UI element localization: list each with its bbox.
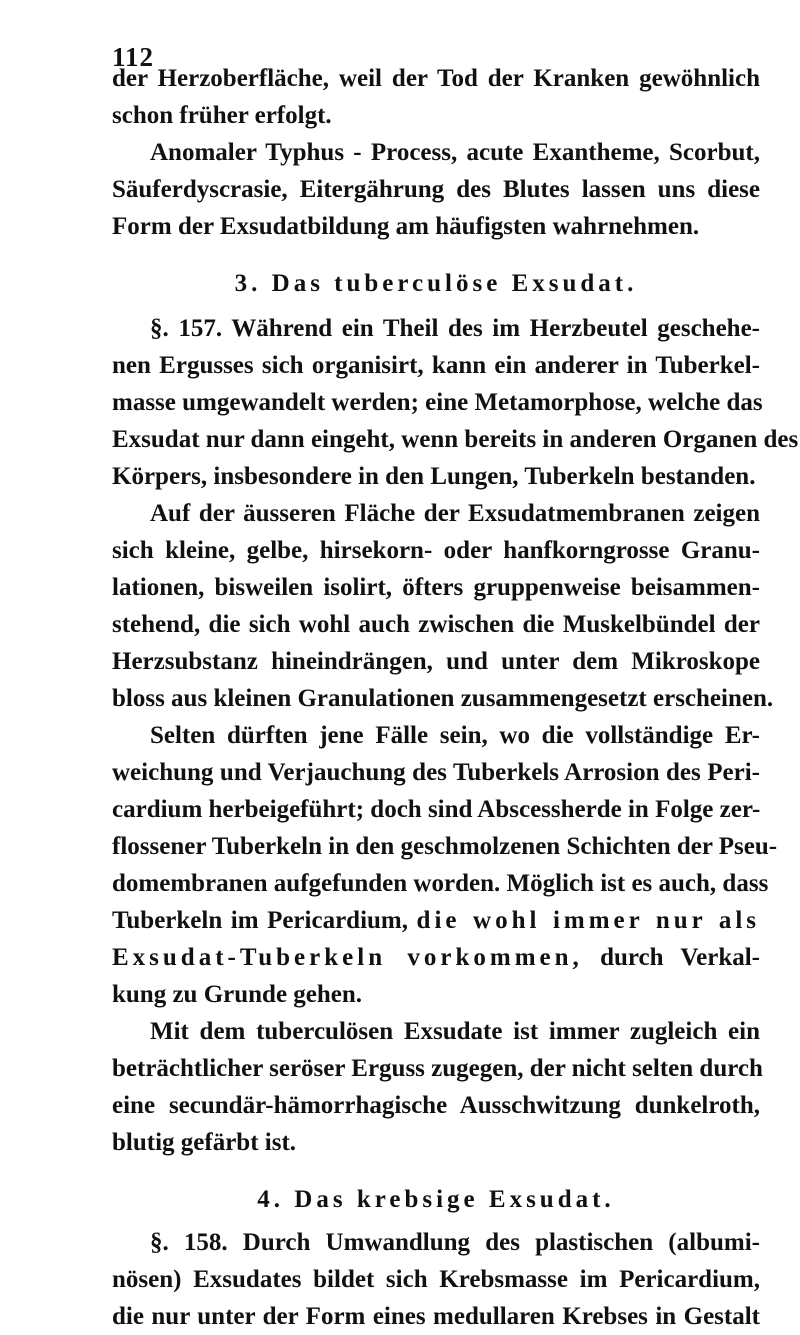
- text-line: Exsudat nur dann eingeht, wenn bereits in anderen Organen des: [112, 426, 799, 453]
- text-line: kung zu Grunde gehen.: [112, 981, 363, 1008]
- text-line: blutig gefärbt ist.: [112, 1129, 297, 1156]
- text-line: bloss aus kleinen Granulationen zusammengesetzt erscheinen.: [112, 685, 774, 712]
- text-line: flossener Tuberkeln in den geschmolzenen Schichten der Pseu-: [112, 833, 778, 860]
- text-segment: durch Verkal-: [600, 944, 760, 971]
- text-line: eine secundär-hämorrhagische Ausschwitzung dunkelroth,: [112, 1092, 760, 1119]
- text-line: Selten dürften jene Fälle sein, wo die vollständige Er-: [150, 722, 760, 749]
- text-line: Mit dem tuberculösen Exsudate ist immer zugleich ein: [150, 1018, 760, 1045]
- text-line: masse umgewandelt werden; eine Metamorphose, welche das: [112, 389, 763, 416]
- text-line: sich kleine, gelbe, hirsekorn- oder hanfkorngrosse Granu-: [112, 537, 760, 564]
- text-line: domembranen aufgefunden worden. Möglich ist es auch, dass: [112, 870, 769, 897]
- emphasized-text: die wohl immer nur als: [416, 907, 760, 934]
- text-line: stehend, die sich wohl auch zwischen die Muskelbündel der: [112, 611, 760, 638]
- text-line: [112, 939, 760, 976]
- text-line: cardium herbeigeführt; doch sind Abscessherde in Folge zer-: [112, 796, 761, 823]
- text-line: nen Ergusses sich organisirt, kann ein anderer in Tuberkel-: [112, 352, 760, 379]
- text-line: Form der Exsudatbildung am häufigsten wahrnehmen.: [112, 213, 700, 240]
- text-line: beträchtlicher seröser Erguss zugegen, der nicht selten durch: [112, 1055, 763, 1082]
- text-line: Körpers, insbesondere in den Lungen, Tuberkeln bestanden.: [112, 463, 756, 490]
- section-heading: 3. Das tuberculöse Exsudat.: [234, 270, 638, 297]
- emphasized-text: Exsudat-Tuberkeln vorkommen,: [112, 944, 583, 971]
- text-line: nösen) Exsudates bildet sich Krebsmasse im Pericardium,: [112, 1266, 760, 1293]
- text-line: Anomaler Typhus - Process, acute Exantheme, Scorbut,: [150, 139, 760, 166]
- text-line: die nur unter der Form eines medullaren Krebses in Gestalt: [112, 1303, 760, 1330]
- text-line: [112, 902, 760, 939]
- section-heading: 4. Das krebsige Exsudat.: [257, 1186, 615, 1213]
- text-line: Säuferdyscrasie, Eitergährung des Blutes lassen uns diese: [112, 176, 760, 203]
- text-line: §. 158. Durch Umwandlung des plastischen (albumi-: [150, 1229, 760, 1256]
- text-line: weichung und Verjauchung des Tuberkels Arrosion des Peri-: [112, 759, 760, 786]
- text-line: Herzsubstanz hineindrängen, und unter dem Mikroskope: [112, 648, 760, 675]
- page-number: 112: [112, 42, 155, 72]
- text-segment: Tuberkeln im Pericardium,: [112, 907, 408, 934]
- text-line: lationen, bisweilen isolirt, öfters gruppenweise beisammen-: [112, 574, 760, 601]
- text-line: schon früher erfolgt.: [112, 102, 332, 129]
- text-line: der Herzoberfläche, weil der Tod der Kranken gewöhnlich: [112, 65, 760, 92]
- text-line: §. 157. Während ein Theil des im Herzbeutel geschehe-: [150, 315, 760, 342]
- text-line: Auf der äusseren Fläche der Exsudatmembranen zeigen: [150, 500, 760, 527]
